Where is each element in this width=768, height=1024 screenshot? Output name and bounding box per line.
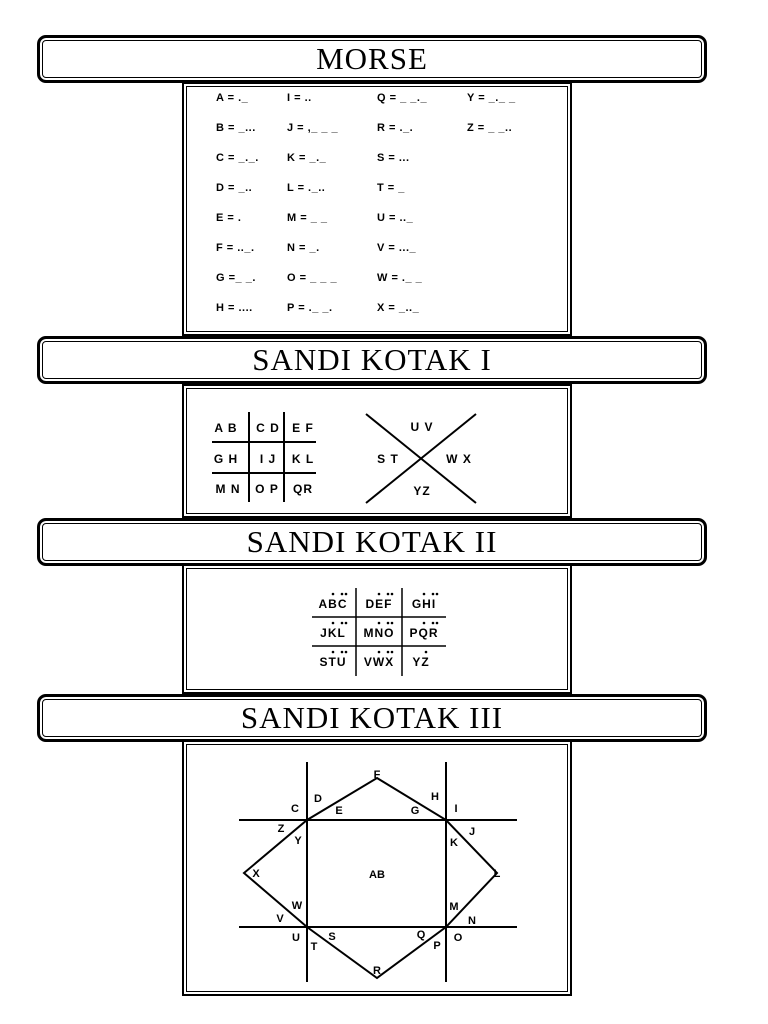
morse-entry: Y = _._ _ — [467, 92, 516, 104]
morse-entry: E = . — [216, 212, 242, 224]
grid-cell-text: I J — [259, 452, 277, 466]
morse-panel — [182, 82, 572, 336]
letter-label: R — [373, 965, 381, 977]
morse-entry: J = ,_ _ _ — [287, 122, 339, 134]
grid-cell-text: YZ — [412, 655, 430, 669]
morse-entry: M = _ _ — [287, 212, 328, 224]
morse-entry: L = ._.. — [287, 182, 326, 194]
morse-entry: X = _.._ — [377, 302, 420, 314]
grid-cell-text: ABC — [318, 597, 348, 611]
morse-entry: G =_ _. — [216, 272, 256, 284]
letter-label: Q — [416, 929, 426, 941]
morse-entry: B = _... — [216, 122, 256, 134]
letter-label: M — [449, 901, 459, 913]
kotak1-banner — [37, 336, 707, 384]
letter-label: J — [468, 826, 476, 838]
letter-label: Z — [277, 823, 285, 835]
letter-label: E — [335, 805, 343, 817]
morse-entry: Q = _ _._ — [377, 92, 428, 104]
morse-entry: H = .... — [216, 302, 253, 314]
kotak1-diagram — [184, 386, 570, 516]
morse-entry: D = _.. — [216, 182, 253, 194]
kotak3-banner — [37, 694, 707, 742]
morse-entry: I = .. — [287, 92, 312, 104]
morse-entry: O = _ _ _ — [287, 272, 338, 284]
grid-cell-text: K L — [291, 452, 315, 466]
letter-label: P — [433, 940, 441, 952]
x-label-left: S T — [377, 452, 399, 466]
letter-label: K — [450, 837, 458, 849]
grid-cell-text: VWX — [363, 655, 395, 669]
grid-cell-text: O P — [255, 482, 279, 496]
letter-label: O — [453, 932, 463, 944]
kotak1-title: SANDI KOTAK I — [252, 342, 492, 377]
morse-entry: W = ._ _ — [377, 272, 423, 284]
grid-cell-text: M N — [215, 482, 241, 496]
letter-label: X — [252, 868, 260, 880]
morse-entry: V = ..._ — [377, 242, 417, 254]
kotak3-diagram — [184, 742, 570, 994]
morse-entry: P = ._ _. — [287, 302, 333, 314]
morse-banner — [37, 35, 707, 83]
morse-entry: K = _._ — [287, 152, 327, 164]
morse-entry: U = .._ — [377, 212, 414, 224]
letter-label: T — [310, 941, 318, 953]
morse-entry: T = _ — [377, 182, 405, 194]
morse-entry: F = .._. — [216, 242, 255, 254]
grid-cell-text: E F — [292, 421, 314, 435]
letter-label: U — [292, 932, 300, 944]
x-label-top: U V — [410, 420, 434, 434]
grid-cell-text: QR — [293, 482, 313, 496]
letter-label: C — [291, 803, 299, 815]
center-label: AB — [369, 869, 385, 881]
morse-entry: C = _._. — [216, 152, 259, 164]
kotak3-title: SANDI KOTAK III — [240, 700, 504, 735]
letter-label: H — [431, 791, 439, 803]
x-label-bottom: YZ — [413, 484, 431, 498]
letter-label: V — [276, 913, 284, 925]
morse-entry: S = ... — [377, 152, 410, 164]
grid-cell-text: MNO — [363, 626, 395, 640]
letter-label: Y — [294, 835, 302, 847]
letter-label: I — [454, 803, 458, 815]
morse-title: MORSE — [316, 41, 428, 76]
grid-cell-text: STU — [319, 655, 347, 669]
morse-entry: R = ._. — [377, 122, 414, 134]
kotak2-title: SANDI KOTAK II — [246, 524, 498, 559]
grid-cell-text: PQR — [409, 626, 439, 640]
letter-label: D — [314, 793, 322, 805]
letter-label: G — [410, 805, 420, 817]
letter-label: W — [291, 900, 303, 912]
letter-label: N — [468, 915, 476, 927]
grid-cell-text: G H — [213, 452, 239, 466]
kotak2-panel — [182, 564, 572, 694]
kotak2-banner — [37, 518, 707, 566]
morse-entry: N = _. — [287, 242, 320, 254]
letter-label: F — [373, 769, 381, 781]
kotak3-panel — [182, 740, 572, 996]
kotak1-panel — [182, 384, 572, 518]
morse-entry: A = ._ — [216, 92, 249, 104]
letter-label: L — [493, 868, 501, 880]
morse-entry: Z = _ _.. — [467, 122, 513, 134]
x-label-right: W X — [446, 452, 472, 466]
grid-cell-text: A B — [214, 421, 238, 435]
grid-cell-text: GHI — [411, 597, 437, 611]
grid-cell-text: C D — [256, 421, 280, 435]
grid-cell-text: DEF — [365, 597, 393, 611]
letter-label: S — [328, 931, 336, 943]
grid-cell-text: JKL — [320, 626, 346, 640]
kotak2-diagram — [184, 566, 570, 692]
